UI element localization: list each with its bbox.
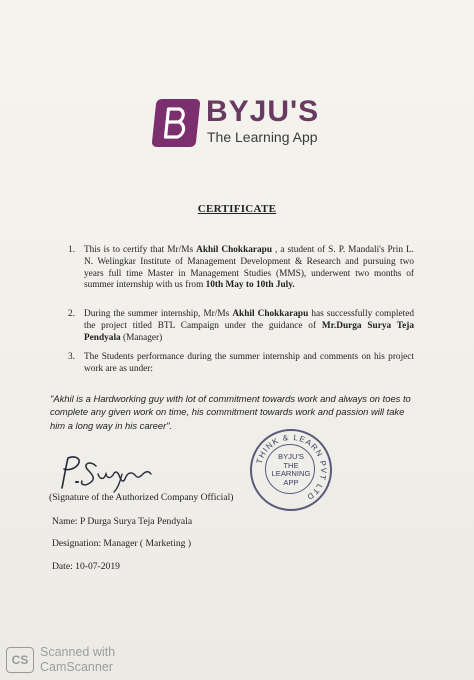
item-text: The Students performance during the summer internship and comments on his project work are as under: bbox=[84, 352, 414, 374]
performance-comment: "Akhil is a Hardworking guy with lot of commitment towards work and always on toes to complete any given work on time, his commitment towards work and passion will take him a long way in his career". bbox=[50, 393, 411, 431]
stamp-line: THE bbox=[283, 460, 299, 470]
item-text: (Manager) bbox=[120, 332, 163, 343]
list-item bbox=[68, 352, 414, 376]
byjus-logo bbox=[154, 97, 324, 157]
item-text: has successfully completed the project titled BTL Campaign under the guidance of bbox=[84, 309, 415, 331]
stamp-line: BYJU'S bbox=[278, 452, 304, 461]
item-number: 3. bbox=[68, 352, 75, 362]
issue-date: Date: 10-07-2019 bbox=[52, 561, 120, 572]
official-designation: Designation: Manager ( Marketing ) bbox=[52, 538, 192, 549]
stamp-center bbox=[252, 453, 330, 487]
list-item bbox=[68, 309, 415, 344]
guide-name: Mr.Durga Surya Teja Pendyala bbox=[84, 320, 414, 343]
certificate-title: CERTIFICATE bbox=[197, 203, 277, 215]
stamp-ring-text: THINK & LEARN PVT LTD bbox=[254, 432, 329, 503]
camscanner-logo-icon: CS bbox=[6, 647, 34, 673]
item-text: During the summer internship, Mr/Ms bbox=[84, 309, 233, 319]
item-text: , a student of S. P. Mandali's Prin L. N. Welingkar Institute of Management Development & Research and pursuing two years full time Master in Management Studies (MMS), underwent two months of summer internship with us from bbox=[84, 245, 414, 291]
signature-caption: (Signature of the Authorized Company Official) bbox=[49, 492, 234, 503]
stamp-line: LEARNING bbox=[271, 469, 311, 479]
official-name: Name: P Durga Surya Teja Pendyala bbox=[52, 516, 193, 527]
watermark-line: Scanned with bbox=[40, 645, 116, 659]
stamp-line: APP bbox=[283, 477, 299, 487]
company-stamp bbox=[250, 429, 332, 511]
intern-name: Akhil Chokkarapu bbox=[196, 245, 273, 255]
byjus-logo-mark-icon bbox=[151, 99, 200, 147]
intern-name: Akhil Chokkarapu bbox=[232, 309, 309, 319]
item-number: 1. bbox=[68, 245, 75, 255]
logo-brand-name: BYJU'S bbox=[206, 95, 320, 128]
watermark-line: CamScanner bbox=[40, 660, 113, 674]
list-item bbox=[68, 245, 414, 292]
logo-tagline: The Learning App bbox=[207, 129, 318, 145]
item-number: 2. bbox=[68, 309, 75, 319]
internship-dates: 10th May to 10th July. bbox=[205, 280, 295, 291]
watermark-text bbox=[40, 645, 115, 675]
item-text: This is to certify that Mr/Ms bbox=[84, 245, 197, 255]
